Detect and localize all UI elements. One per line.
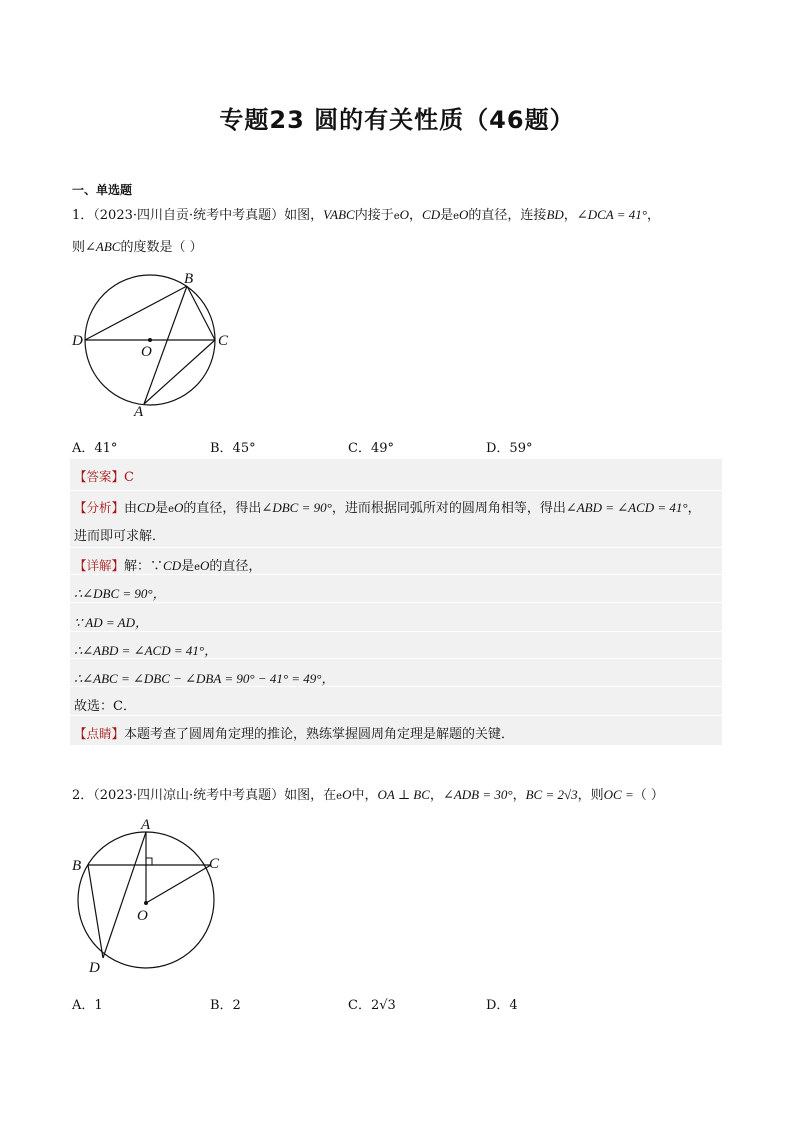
q2-label-c: C: [209, 856, 220, 872]
answer-tag: 【答案】: [74, 469, 125, 484]
q2-option-c[interactable]: C．2√3: [348, 998, 396, 1013]
q1-stem-line1: 1．（2023·四川自贡·统考中考真题）如图，VABC内接于eO，CD是eO的直径，连接BD，∠DCA = 41°，: [72, 207, 660, 223]
comment-tag: 【点睛】: [74, 726, 125, 741]
q1-chord-bc: [187, 286, 215, 340]
q1-label-a: A: [134, 404, 144, 420]
q1-analysis-row2: 进而即可求解．: [74, 529, 166, 544]
q1-option-a[interactable]: A．41°: [72, 441, 118, 456]
q1-option-d[interactable]: D．59°: [486, 441, 533, 456]
q2-label-a: A: [141, 817, 151, 833]
q1-solution-box: [70, 459, 722, 745]
q2-radius-oc: [146, 865, 211, 903]
q1-step1: ∴∠DBC = 90°，: [74, 586, 166, 601]
q1-step2: ∵ AD = AD，: [74, 615, 148, 630]
q1-option-c[interactable]: C．49°: [348, 441, 394, 456]
section-heading: 一、单选题: [72, 183, 133, 197]
q2-label-d: D: [89, 960, 100, 976]
q1-chord-ac: [144, 340, 215, 404]
q2-option-a[interactable]: A．1: [72, 998, 103, 1013]
q1-step3: ∴∠ABD = ∠ACD = 41°，: [74, 643, 218, 658]
q1-source: （2023·四川自贡·统考中考真题）: [93, 208, 285, 223]
analysis-tag: 【分析】: [74, 500, 125, 515]
q2-label-b: B: [72, 858, 82, 874]
q2-label-o: O: [137, 908, 148, 924]
q2-chord-bd: [88, 865, 103, 958]
q1-label-b: B: [184, 271, 194, 287]
q1-answer: C: [124, 470, 134, 485]
q1-step4: ∴∠ABC = ∠DBC − ∠DBA = 90° − 41° = 49°，: [74, 671, 335, 686]
q1-analysis-row: 【分析】由CD是eO的直径，得出∠DBC = 90°，进而根据同弧所对的圆周角相等，得出∠ABD = ∠ACD = 41°，: [74, 500, 701, 516]
q2-option-b[interactable]: B．2: [210, 998, 241, 1013]
q1-center-point: [148, 338, 152, 342]
q2-center-point: [144, 901, 148, 905]
q1-choose: 故选：C．: [74, 699, 136, 714]
q1-stem-line2: 则∠ABC的度数是（ ）: [72, 239, 203, 255]
q1-chord-db: [85, 286, 187, 340]
q2-option-d[interactable]: D．4: [486, 998, 518, 1013]
q1-figure: [68, 268, 258, 428]
q1-label-c: C: [218, 333, 229, 349]
q1-answer-row: [74, 468, 134, 487]
q2-chord-ad: [103, 832, 146, 958]
q2-stem: 2．（2023·四川凉山·统考中考真题）如图，在eO中，OA ⊥ BC，∠ADB = 30°，BC = 2√3，则OC =（ ）: [72, 787, 664, 803]
page-title: 专题23 圆的有关性质（46题）: [219, 106, 575, 134]
detail-tag: 【详解】: [74, 558, 125, 573]
q2-right-angle-mark: [146, 858, 152, 865]
q2-figure: [66, 812, 236, 978]
q1-label-o: O: [141, 344, 152, 360]
q1-comment-row: 【点睛】本题考查了圆周角定理的推论，熟练掌握圆周角定理是解题的关键．: [74, 726, 515, 742]
q1-detail-row: 【详解】解：∵CD是eO的直径，: [74, 558, 262, 574]
q1-option-b[interactable]: B．45°: [210, 441, 256, 456]
q2-source: （2023·四川凉山·统考中考真题）: [93, 788, 285, 803]
q1-label-d: D: [72, 333, 83, 349]
